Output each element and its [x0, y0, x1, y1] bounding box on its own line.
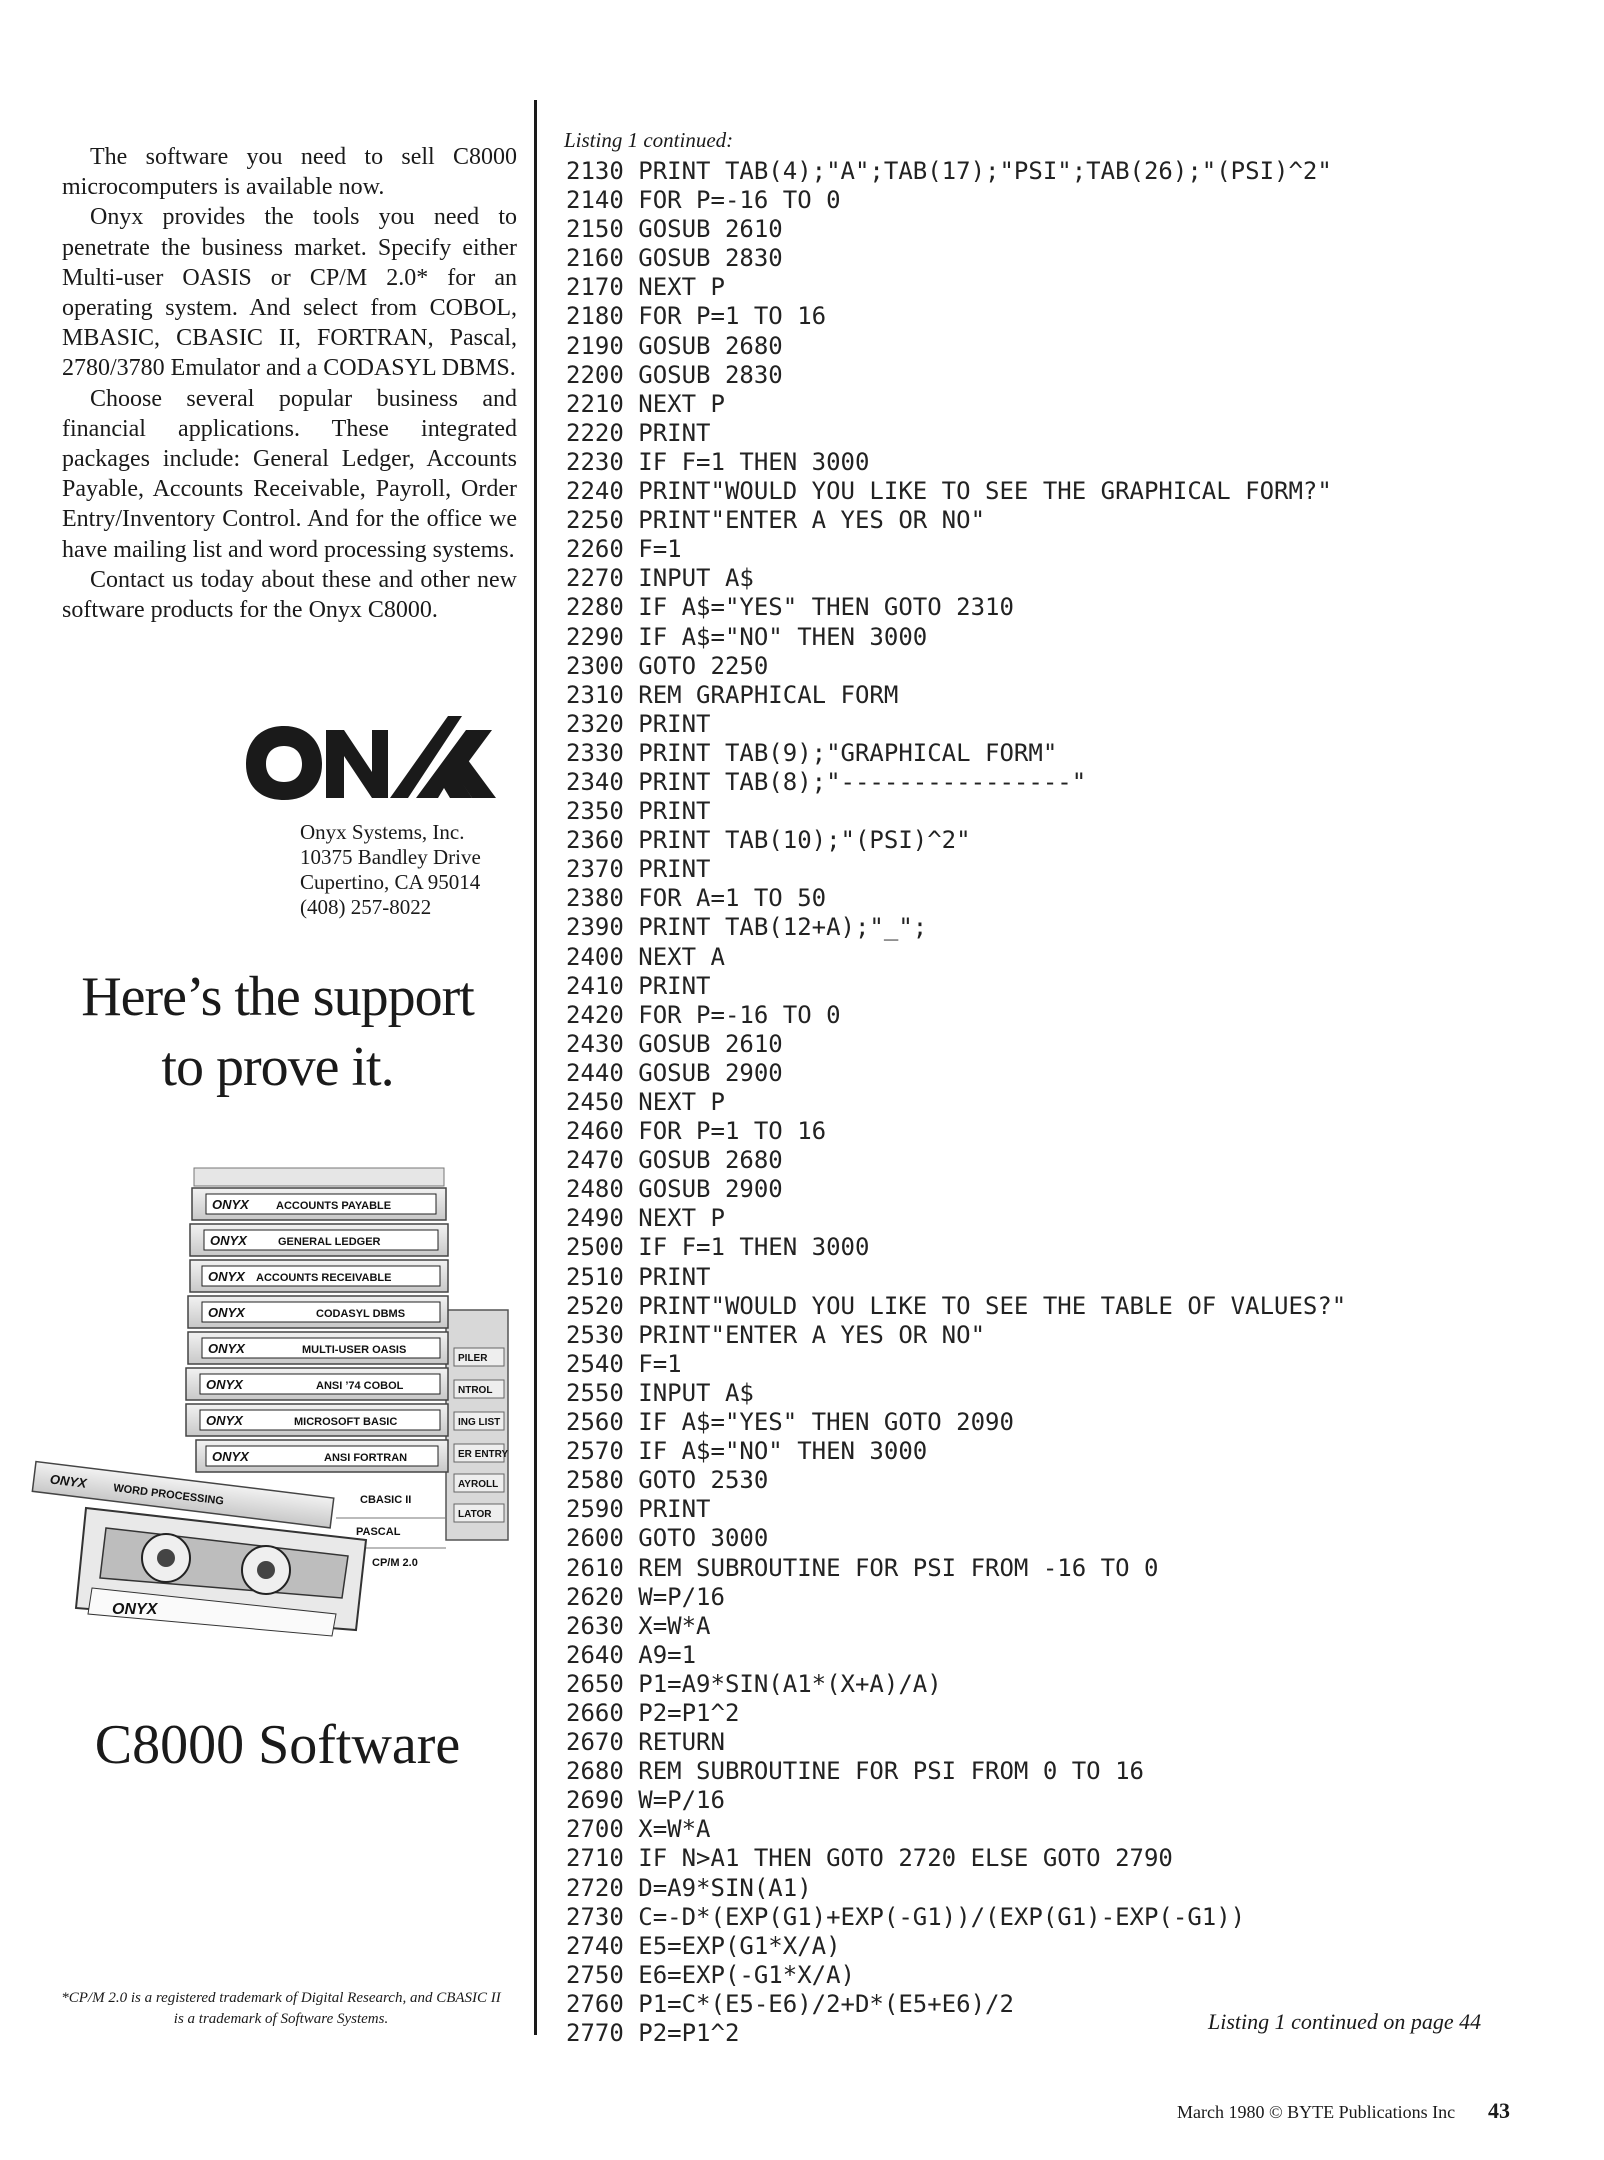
- brand-label: ONYX: [212, 1449, 249, 1464]
- listing-line: 2320 PRINT: [566, 709, 711, 738]
- brand-label: ONYX: [206, 1377, 243, 1392]
- listing-line: 2680 REM SUBROUTINE FOR PSI FROM 0 TO 16: [566, 1757, 1144, 1786]
- listing-continued-note: Listing 1 continued on page 44: [1208, 2009, 1482, 2034]
- listing-line: 2360 PRINT TAB(10);"(PSI)^2": [566, 826, 971, 855]
- headline-line: to prove it.: [161, 1036, 394, 1098]
- listing-line: 2230 IF F=1 THEN 3000: [566, 447, 870, 476]
- brand-label: ONYX: [206, 1413, 243, 1428]
- case-label: ACCOUNTS PAYABLE: [276, 1200, 392, 1212]
- address-line: Onyx Systems, Inc.: [300, 820, 465, 844]
- listing-line: 2240 PRINT"WOULD YOU LIKE TO SEE THE GRAPHICAL FORM?": [566, 477, 1332, 506]
- brand-label: ONYX: [212, 1197, 249, 1212]
- listing-line: 2750 E6=EXP(-G1*X/A): [566, 1960, 855, 1989]
- listing-line: 2210 NEXT P: [566, 389, 725, 418]
- side-label: NTROL: [458, 1385, 493, 1396]
- ad-body-copy: [62, 142, 517, 625]
- listing-line: 2460 FOR P=1 TO 16: [566, 1117, 827, 1146]
- case-codasyl-dbms: [188, 1296, 448, 1328]
- address-line: Cupertino, CA 95014: [300, 870, 481, 894]
- listing-line: 2510 PRINT: [566, 1262, 711, 1291]
- listing-line: 2330 PRINT TAB(9);"GRAPHICAL FORM": [566, 738, 1058, 767]
- listing-line: 2300 GOTO 2250: [566, 651, 769, 680]
- listing-line: 2200 GOSUB 2830: [566, 360, 783, 389]
- listing-line: 2430 GOSUB 2610: [566, 1029, 783, 1058]
- case-label: CBASIC II: [360, 1494, 412, 1506]
- listing-line: 2540 F=1: [566, 1349, 682, 1378]
- side-stack: [446, 1310, 509, 1540]
- listing-line: 2650 P1=A9*SIN(A1*(X+A)/A): [566, 1669, 942, 1698]
- listing-line: 2180 FOR P=1 TO 16: [566, 302, 827, 331]
- listing-line: 2370 PRINT: [566, 855, 711, 884]
- listing-line: 2630 X=W*A: [566, 1611, 711, 1640]
- listing-line: 2350 PRINT: [566, 797, 711, 826]
- company-address: [300, 820, 540, 920]
- case-accounts-receivable: [190, 1260, 448, 1292]
- listing-line: 2720 D=A9*SIN(A1): [566, 1873, 812, 1902]
- brand-label: ONYX: [112, 1601, 158, 1618]
- listing-line: 2710 IF N>A1 THEN GOTO 2720 ELSE GOTO 2790: [566, 1844, 1173, 1873]
- listing-line: 2140 FOR P=-16 TO 0: [566, 186, 841, 215]
- headline-line: Here’s the support: [81, 966, 474, 1028]
- brand-label: ONYX: [49, 1471, 88, 1491]
- listing-line: 2770 P2=P1^2: [566, 2019, 740, 2047]
- listing-line: 2620 W=P/16: [566, 1582, 725, 1611]
- case-ansi-cobol: [186, 1368, 448, 1400]
- software-cases-photo: [49, 1168, 518, 1648]
- case-label: ACCOUNTS RECEIVABLE: [256, 1272, 392, 1284]
- case-label: MULTI-USER OASIS: [302, 1344, 407, 1356]
- listing-line: 2470 GOSUB 2680: [566, 1146, 783, 1175]
- page-footer: March 1980 © BYTE Publications Inc: [1177, 2102, 1456, 2122]
- address-line: (408) 257-8022: [300, 895, 432, 919]
- listing-line: 2280 IF A$="YES" THEN GOTO 2310: [566, 593, 1014, 622]
- ad-paragraph: The software you need to sell C8000 microcomputers is available now.: [62, 144, 517, 201]
- listing-line: 2340 PRINT TAB(8);"----------------": [566, 767, 1087, 796]
- listing-line: 2310 REM GRAPHICAL FORM: [566, 680, 899, 709]
- listing-line: 2290 IF A$="NO" THEN 3000: [566, 622, 928, 651]
- listing-line: 2420 FOR P=-16 TO 0: [566, 1000, 841, 1029]
- listing-line: 2380 FOR A=1 TO 50: [566, 884, 827, 913]
- listing-line: 2150 GOSUB 2610: [566, 215, 783, 244]
- listing-line: 2690 W=P/16: [566, 1786, 725, 1815]
- listing-line: 2530 PRINT"ENTER A YES OR NO": [566, 1320, 986, 1349]
- case-label: CP/M 2.0: [372, 1557, 418, 1569]
- ad-paragraph: Contact us today about these and other new software products for the Onyx C8000.: [62, 566, 517, 624]
- case-label: ANSI FORTRAN: [324, 1452, 408, 1464]
- case-label: WORD PROCESSING: [112, 1482, 225, 1508]
- listing-line: 2550 INPUT A$: [566, 1378, 754, 1407]
- basic-program-listing: [566, 157, 1346, 2048]
- side-label: LATOR: [458, 1509, 492, 1520]
- listing-line: 2490 NEXT P: [566, 1204, 725, 1233]
- case-label: CODASYL DBMS: [316, 1308, 406, 1320]
- product-title: C8000 Software: [94, 1714, 461, 1776]
- listing-line: 2740 E5=EXP(G1*X/A): [566, 1931, 841, 1960]
- case-microsoft-basic: [186, 1404, 448, 1436]
- case-accounts-payable: [192, 1188, 446, 1220]
- case-general-ledger: [190, 1224, 448, 1256]
- side-label: PILER: [458, 1353, 488, 1364]
- case-label: GENERAL LEDGER: [278, 1236, 381, 1248]
- listing-caption: Listing 1 continued:: [564, 128, 734, 152]
- listing-line: 2260 F=1: [566, 535, 682, 564]
- listing-line: 2160 GOSUB 2830: [566, 244, 783, 273]
- brand-label: ONYX: [208, 1269, 245, 1284]
- listing-line: 2390 PRINT TAB(12+A);"_";: [566, 913, 928, 942]
- case-label: ANSI ’74 COBOL: [316, 1380, 404, 1392]
- listing-line: 2450 NEXT P: [566, 1088, 725, 1116]
- case-label: MICROSOFT BASIC: [294, 1416, 398, 1428]
- listing-line: 2580 GOTO 2530: [566, 1466, 769, 1495]
- listing-line: 2590 PRINT: [566, 1495, 711, 1524]
- listing-line: 2400 NEXT A: [566, 942, 725, 971]
- listing-line: 2670 RETURN: [566, 1728, 725, 1757]
- listing-line: 2730 C=-D*(EXP(G1)+EXP(-G1))/(EXP(G1)-EXP(-G1)): [566, 1902, 1246, 1931]
- onyx-logo: [240, 712, 500, 810]
- listing-line: 2130 PRINT TAB(4);"A";TAB(17);"PSI";TAB(26);"(PSI)^2": [566, 157, 1332, 185]
- listing-line: 2440 GOSUB 2900: [566, 1058, 783, 1087]
- listing-line: 2760 P1=C*(E5-E6)/2+D*(E5+E6)/2: [566, 1989, 1014, 2018]
- listing-line: 2270 INPUT A$: [566, 564, 754, 593]
- page-number: 43: [1488, 2098, 1510, 2123]
- listing-line: 2410 PRINT: [566, 971, 711, 1000]
- listing-line: 2700 X=W*A: [566, 1815, 711, 1844]
- listing-line: 2190 GOSUB 2680: [566, 331, 783, 360]
- listing-line: 2600 GOTO 3000: [566, 1524, 769, 1553]
- brand-label: ONYX: [208, 1305, 245, 1320]
- case-ansi-fortran: [196, 1440, 448, 1472]
- ad-paragraph: Onyx provides the tools you need to penetrate the business market. Specify either Multi-user OASIS or CP/M 2.0* for an operating system. And select from COBOL, MBASIC, CBASIC II, FORTRAN, Pascal, 2780/3780 Emulator and a CODASYL DBMS.: [62, 204, 517, 382]
- listing-line: 2480 GOSUB 2900: [566, 1175, 783, 1204]
- brand-label: ONYX: [210, 1233, 247, 1248]
- listing-line: 2520 PRINT"WOULD YOU LIKE TO SEE THE TABLE OF VALUES?": [566, 1291, 1347, 1320]
- listing-line: 2170 NEXT P: [566, 273, 725, 302]
- listing-line: 2640 A9=1: [566, 1640, 697, 1669]
- address-line: 10375 Bandley Drive: [300, 845, 481, 869]
- listing-line: 2250 PRINT"ENTER A YES OR NO": [566, 506, 986, 535]
- side-label: AYROLL: [458, 1479, 499, 1490]
- case-label: PASCAL: [356, 1526, 401, 1538]
- ad-headline: [40, 962, 515, 1102]
- ad-paragraph: Choose several popular business and financial applications. These integrated packages include: General Ledger, Accounts Payable, Accounts Receivable, Payroll, Order Entry/Inventory Control. And for the office we have mailing list and word processing systems.: [62, 385, 517, 563]
- listing-line: 2500 IF F=1 THEN 3000: [566, 1233, 870, 1262]
- listing-line: 2610 REM SUBROUTINE FOR PSI FROM -16 TO 0: [566, 1553, 1159, 1582]
- brand-label: ONYX: [208, 1341, 245, 1356]
- column-divider: [534, 100, 537, 2035]
- listing-line: 2220 PRINT: [566, 418, 711, 447]
- case-multi-user-oasis: [188, 1332, 448, 1364]
- side-label: ING LIST: [458, 1417, 501, 1428]
- listing-line: 2660 P2=P1^2: [566, 1698, 740, 1727]
- trademark-footnote: *CP/M 2.0 is a registered trademark of Digital Research, and CBASIC II is a trademark of Software Systems.: [61, 1990, 501, 2027]
- side-label: ER ENTRY: [458, 1449, 509, 1460]
- listing-line: 2560 IF A$="YES" THEN GOTO 2090: [566, 1408, 1014, 1437]
- listing-line: 2570 IF A$="NO" THEN 3000: [566, 1437, 928, 1466]
